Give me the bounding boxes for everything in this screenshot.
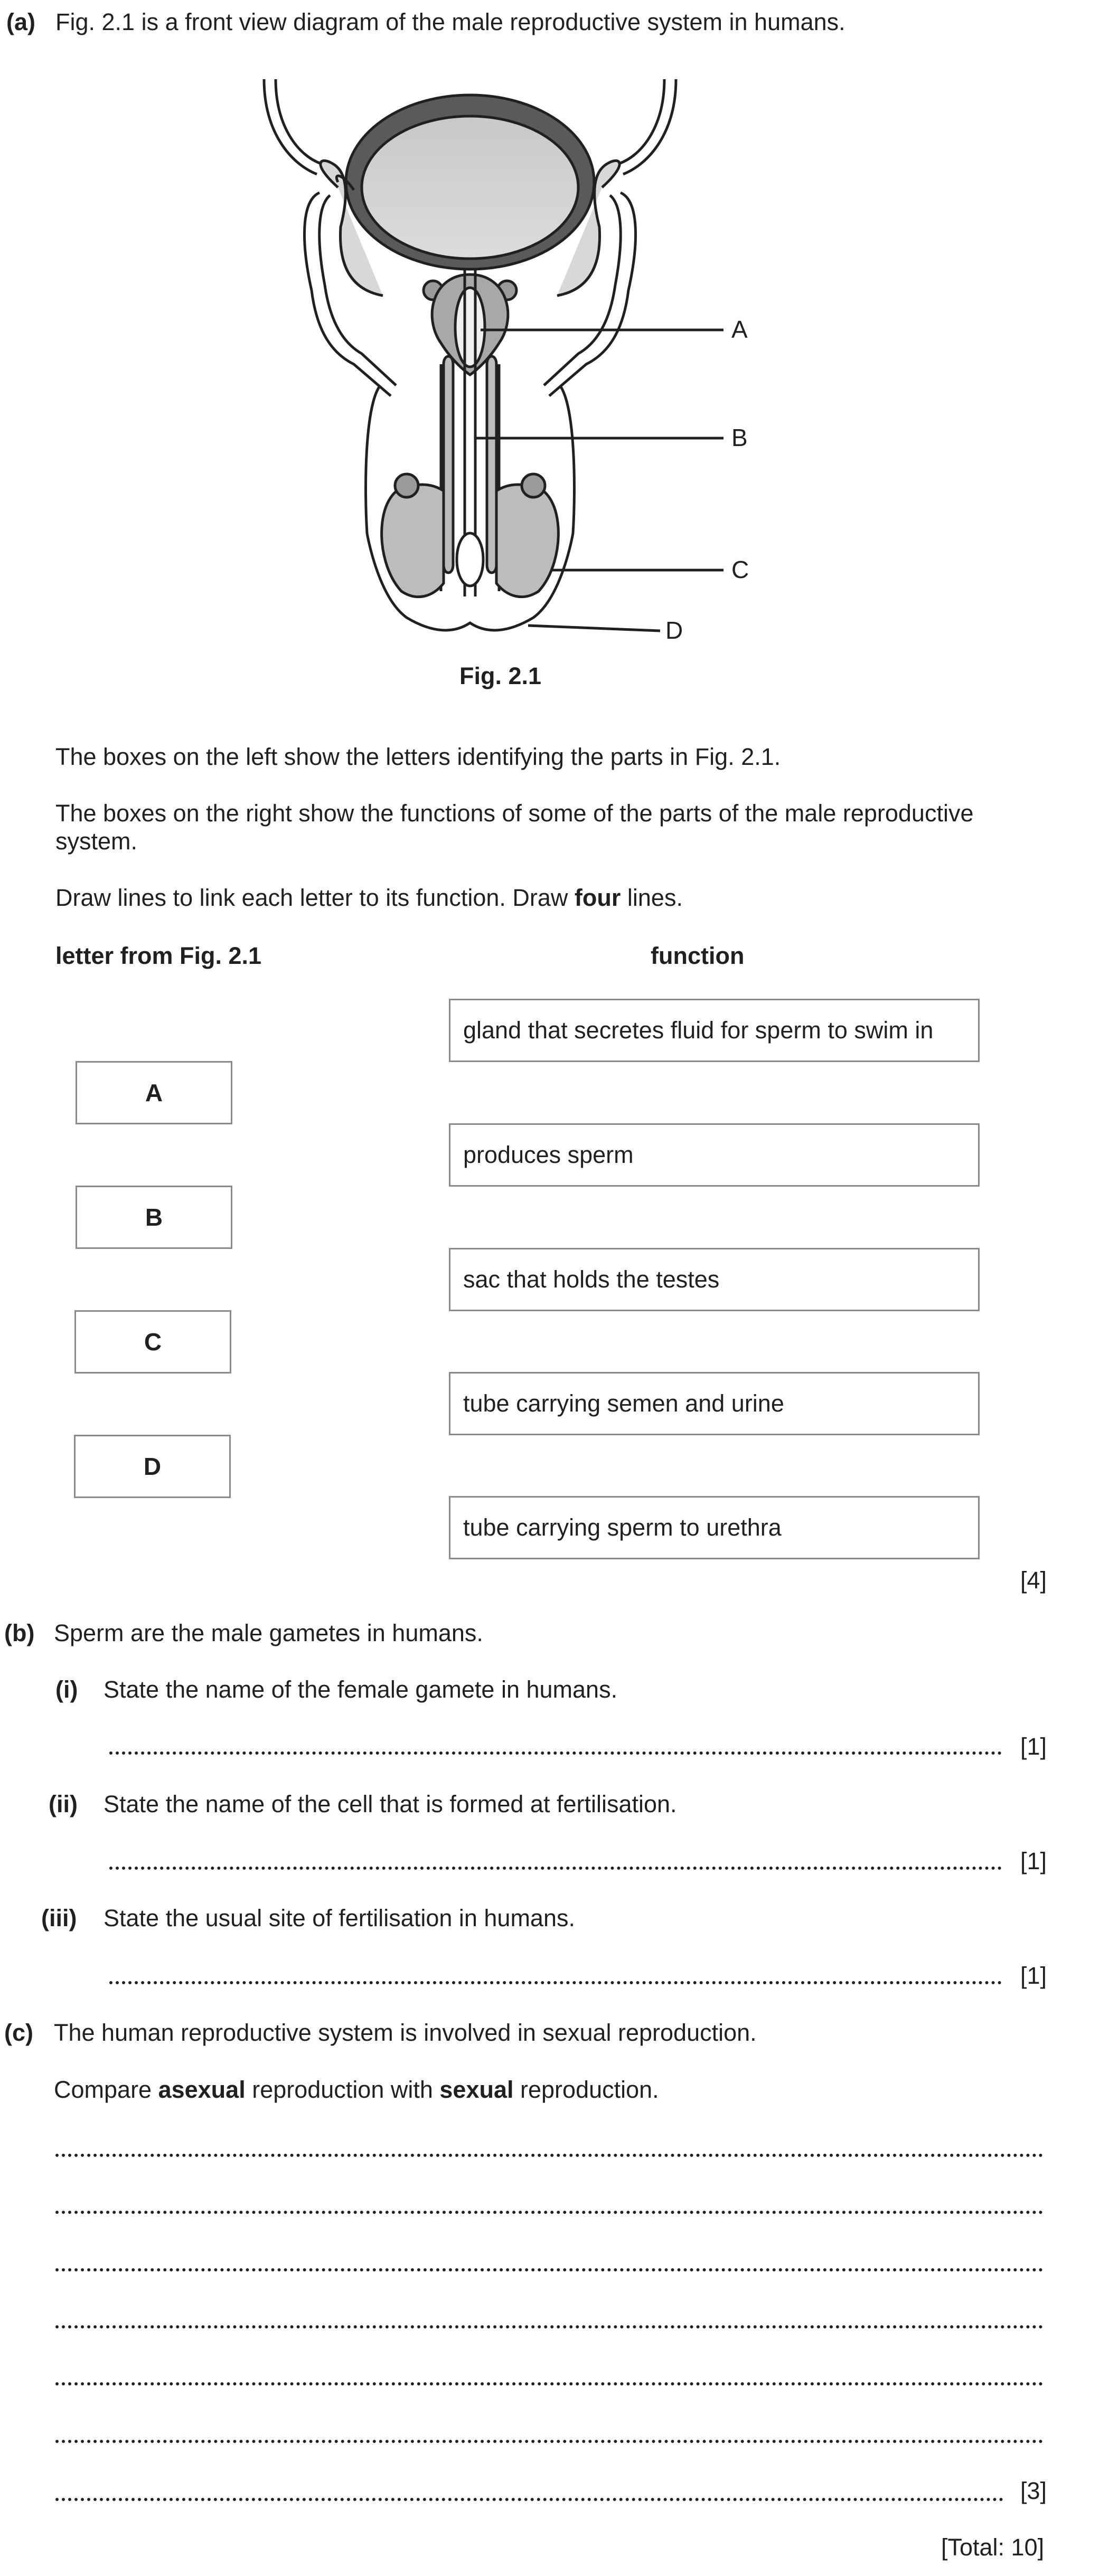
para-functions-line2: system. — [55, 828, 138, 855]
function-box-sperm-urethra[interactable]: tube carrying sperm to urethra — [449, 1496, 980, 1559]
part-a-label: (a) — [6, 8, 35, 35]
letter-box-b[interactable]: B — [76, 1186, 232, 1249]
para-letters: The boxes on the left show the letters identifying the parts in Fig. 2.1. — [55, 743, 781, 770]
answer-line-b-iii[interactable] — [109, 1981, 1002, 1984]
question-b-i-text: State the name of the female gamete in humans. — [104, 1676, 618, 1703]
answer-line-c-4[interactable] — [55, 2325, 1043, 2328]
answer-line-c-2[interactable] — [55, 2211, 1043, 2214]
question-b-iii-text: State the usual site of fertilisation in humans. — [104, 1905, 575, 1931]
part-c-marks: [3] — [1020, 2477, 1047, 2504]
question-b-i-marks: [1] — [1020, 1733, 1047, 1760]
right-column-header: function — [651, 942, 745, 969]
instruction-pre: Draw lines to link each letter to its function. Draw — [55, 884, 575, 911]
left-column-header: letter from Fig. 2.1 — [55, 942, 262, 969]
instruction-post: lines. — [621, 884, 683, 911]
total-marks: [Total: 10] — [941, 2534, 1045, 2561]
compare-post: reproduction. — [513, 2076, 659, 2103]
letter-box-d[interactable]: D — [74, 1435, 231, 1498]
answer-line-c-1[interactable] — [55, 2154, 1043, 2157]
function-box-semen-urine[interactable]: tube carrying semen and urine — [449, 1372, 980, 1435]
compare-pre: Compare — [54, 2076, 158, 2103]
function-box-gland[interactable]: gland that secretes fluid for sperm to swim in — [449, 999, 980, 1062]
part-b-intro: Sperm are the male gametes in humans. — [54, 1620, 483, 1646]
answer-line-c-3[interactable] — [55, 2268, 1043, 2271]
question-b-iii-marks: [1] — [1020, 1962, 1047, 1989]
instruction-bold: four — [574, 884, 621, 911]
part-c-intro: The human reproductive system is involved in sexual reproduction. — [54, 2019, 757, 2046]
question-b-i-num: (i) — [55, 1676, 78, 1703]
answer-line-c-6[interactable] — [55, 2440, 1043, 2443]
compare-bold-sexual: sexual — [439, 2076, 514, 2103]
part-b-label: (b) — [4, 1620, 35, 1646]
compare-bold-asexual: asexual — [158, 2076, 246, 2103]
part-c-compare — [54, 2076, 659, 2104]
figure-caption: Fig. 2.1 — [459, 662, 542, 689]
letter-box-a[interactable]: A — [76, 1061, 232, 1124]
question-b-ii-marks: [1] — [1020, 1848, 1047, 1874]
label-c: C — [731, 556, 749, 583]
male-reproductive-system-diagram — [232, 69, 782, 655]
answer-line-c-7[interactable] — [55, 2498, 1003, 2501]
part-a-intro: Fig. 2.1 is a front view diagram of the male reproductive system in humans. — [55, 8, 845, 35]
function-box-sac[interactable]: sac that holds the testes — [449, 1248, 980, 1311]
label-a: A — [731, 316, 748, 343]
part-c-label: (c) — [4, 2019, 33, 2046]
label-d: D — [665, 617, 683, 644]
para-functions-line1: The boxes on the right show the functions of some of the parts of the male reproductive — [55, 800, 974, 827]
part-a-marks: [4] — [1020, 1567, 1047, 1594]
question-b-ii-num: (ii) — [49, 1791, 78, 1817]
answer-line-c-5[interactable] — [55, 2382, 1043, 2385]
compare-mid: reproduction with — [245, 2076, 440, 2103]
letter-box-c[interactable]: C — [74, 1310, 231, 1374]
question-b-iii-num: (iii) — [41, 1905, 77, 1931]
instruction — [55, 884, 683, 912]
question-b-ii-text: State the name of the cell that is formed at fertilisation. — [104, 1791, 677, 1817]
label-b: B — [731, 424, 748, 451]
function-box-produces-sperm[interactable]: produces sperm — [449, 1123, 980, 1187]
answer-line-b-ii[interactable] — [109, 1867, 1002, 1870]
answer-line-b-i[interactable] — [109, 1751, 1002, 1755]
